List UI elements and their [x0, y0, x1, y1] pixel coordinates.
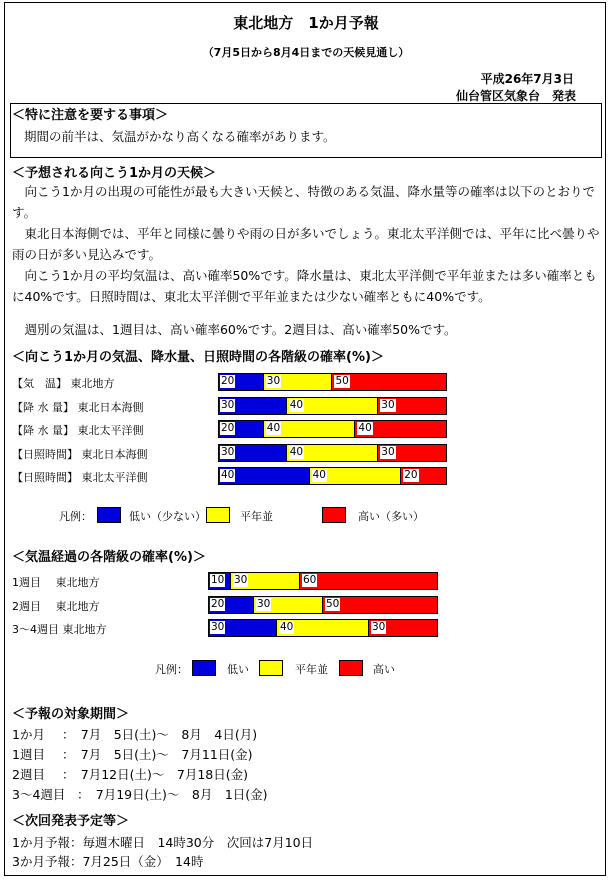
- issue-date: 平成26年7月3日: [480, 72, 574, 86]
- bar-value-normal: 30: [257, 597, 271, 610]
- bar-segment-low: [208, 572, 231, 590]
- next-heading: ＜次回発表予定等＞: [12, 814, 130, 829]
- issuer: 仙台管区気象台 発表: [455, 89, 576, 103]
- bar-segment-high: [401, 467, 447, 485]
- bar-value-normal: 30: [266, 375, 281, 387]
- bar-value-normal: 40: [266, 422, 281, 434]
- bar-value-low: 20: [221, 422, 235, 434]
- bar-value-high: 20: [404, 469, 418, 481]
- legend-prefix: 凡例：: [155, 663, 188, 676]
- page-title: 東北地方 1か月予報: [233, 14, 379, 32]
- period-name: 1か月: [12, 727, 45, 742]
- legend-swatch-high: [322, 507, 346, 523]
- bar-segment-high: [355, 420, 447, 438]
- period-name: 2週目: [12, 767, 45, 782]
- probability-bar: [208, 596, 438, 614]
- bar-value-normal: 40: [289, 398, 304, 411]
- bar-segment-high: [323, 596, 438, 614]
- legend-label-low: 低い: [227, 663, 249, 676]
- legend-label-normal: 平年並: [240, 510, 273, 523]
- bar-segment-high: [378, 444, 447, 462]
- legend-label-normal: 平年並: [295, 663, 328, 676]
- row-label: 1週目 東北地方: [12, 576, 100, 589]
- probability-bar: [218, 467, 447, 485]
- bar-value-low: 10: [211, 574, 225, 586]
- notice-heading: ＜特に注意を要する事項＞: [12, 108, 169, 123]
- forecast-paragraph: 週別の気温は、1週目は、高い確率60%です。2週目は、高い確率50%です。: [24, 322, 457, 337]
- bar-value-high: 40: [358, 422, 372, 434]
- bar-value-low: 30: [221, 398, 235, 411]
- period-name: 1週目: [12, 747, 45, 762]
- bar-segment-low: [218, 420, 264, 438]
- bar-value-normal: 30: [234, 574, 248, 586]
- period-name: 3～4週目: [12, 787, 66, 802]
- bar-segment-low: [218, 373, 264, 391]
- bar-segment-low: [208, 596, 254, 614]
- bar-segment-high: [300, 572, 438, 590]
- bar-segment-normal: [277, 619, 369, 637]
- period-range: ： 7月12日(土)～ 7月18日(金): [62, 767, 248, 782]
- bar-value-low: 30: [211, 621, 225, 633]
- bar-value-high: 50: [326, 597, 340, 610]
- bar-value-high: 30: [372, 621, 386, 633]
- row-label: 3～4週目 東北地方: [12, 623, 107, 636]
- bar-segment-high: [332, 373, 447, 391]
- probability-bar: [208, 572, 438, 590]
- bar-segment-low: [208, 619, 277, 637]
- bar-segment-low: [218, 397, 287, 415]
- bar-segment-normal: [264, 420, 356, 438]
- probability-bar: [218, 444, 447, 462]
- period-range: ： 7月 5日(土)～ 8月 4日(月): [62, 727, 258, 742]
- bar-segment-normal: [287, 397, 379, 415]
- forecast-paragraph: 向こう1か月の平均気温は、高い確率50%です。降水量は、東北太平洋側で平年並または多い確率ともに40%です。日照時間は、東北太平洋側で平年並または少ない確率ともに40%です。: [12, 268, 597, 304]
- bar-value-high: 60: [303, 574, 317, 586]
- legend-swatch-low: [192, 660, 216, 676]
- legend-label-low: 低い（少ない）: [129, 510, 206, 523]
- legend-swatch-normal: [206, 507, 230, 523]
- period-heading: ＜予報の対象期間＞: [12, 707, 130, 722]
- legend-swatch-normal: [259, 660, 283, 676]
- legend-swatch-low: [97, 507, 121, 523]
- page-subtitle: （7月5日から8月4日までの天候見通し）: [202, 46, 410, 59]
- next-line: 3か月予報：7月25日（金） 14時: [12, 854, 204, 869]
- bar-segment-low: [218, 444, 287, 462]
- probability-bar: [218, 397, 447, 415]
- bar-value-low: 30: [221, 445, 235, 458]
- legend-label-high: 高い（多い）: [358, 510, 424, 523]
- bar-segment-low: [218, 467, 310, 485]
- bar-segment-normal: [287, 444, 379, 462]
- row-label: 【気 温】 東北地方: [12, 377, 115, 390]
- legend-prefix: 凡例：: [59, 510, 92, 523]
- period-range: ： 7月19日(土)～ 8月 1日(金): [77, 787, 268, 802]
- forecast-heading: ＜予想される向こう1か月の天候＞: [12, 166, 217, 181]
- bar-value-normal: 40: [289, 445, 304, 458]
- bar-segment-normal: [264, 373, 333, 391]
- probability-bar: [218, 373, 447, 391]
- bar-segment-normal: [310, 467, 402, 485]
- bar-segment-high: [378, 397, 447, 415]
- bar-value-low: 40: [221, 469, 235, 481]
- legend-label-high: 高い: [373, 663, 395, 676]
- bar-value-high: 50: [335, 375, 349, 387]
- bar-value-low: 20: [221, 375, 235, 387]
- bar-value-normal: 40: [280, 621, 294, 633]
- forecast-paragraph: 向こう1か月の出現の可能性が最も大きい天候と、特徴のある気温、降水量等の確率は以下のとおりです。: [12, 184, 595, 220]
- legend-swatch-high: [339, 660, 363, 676]
- prob-heading: ＜向こう1か月の気温、降水量、日照時間の各階級の確率(%)＞: [12, 350, 384, 365]
- probability-bar: [208, 619, 438, 637]
- row-label: 【日照時間】 東北日本海側: [12, 447, 148, 461]
- bar-value-high: 30: [381, 398, 395, 411]
- row-label: 2週目 東北地方: [12, 599, 100, 613]
- row-label: 【降 水 量】 東北日本海側: [12, 400, 144, 414]
- forecast-paragraph: 東北日本海側では、平年と同様に曇りや雨の日が多いでしょう。東北太平洋側では、平年に比べ曇りや雨の日が多い見込みです。: [12, 226, 600, 262]
- period-range: ： 7月 5日(土)～ 7月11日(金): [62, 747, 253, 762]
- bar-value-low: 20: [211, 597, 225, 610]
- notice-text: 期間の前半は、気温がかなり高くなる確率があります。: [24, 129, 336, 144]
- row-label: 【降 水 量】 東北太平洋側: [12, 424, 144, 437]
- next-line: 1か月予報：毎週木曜日 14時30分 次回は7月10日: [12, 835, 314, 850]
- bar-segment-high: [369, 619, 438, 637]
- row-label: 【日照時間】 東北太平洋側: [12, 471, 148, 484]
- bar-value-high: 30: [381, 445, 395, 458]
- probability-bar: [218, 420, 447, 438]
- weekly-heading: ＜気温経過の各階級の確率(%)＞: [12, 550, 206, 565]
- bar-value-normal: 40: [312, 469, 326, 481]
- bar-segment-normal: [254, 596, 323, 614]
- bar-segment-normal: [231, 572, 300, 590]
